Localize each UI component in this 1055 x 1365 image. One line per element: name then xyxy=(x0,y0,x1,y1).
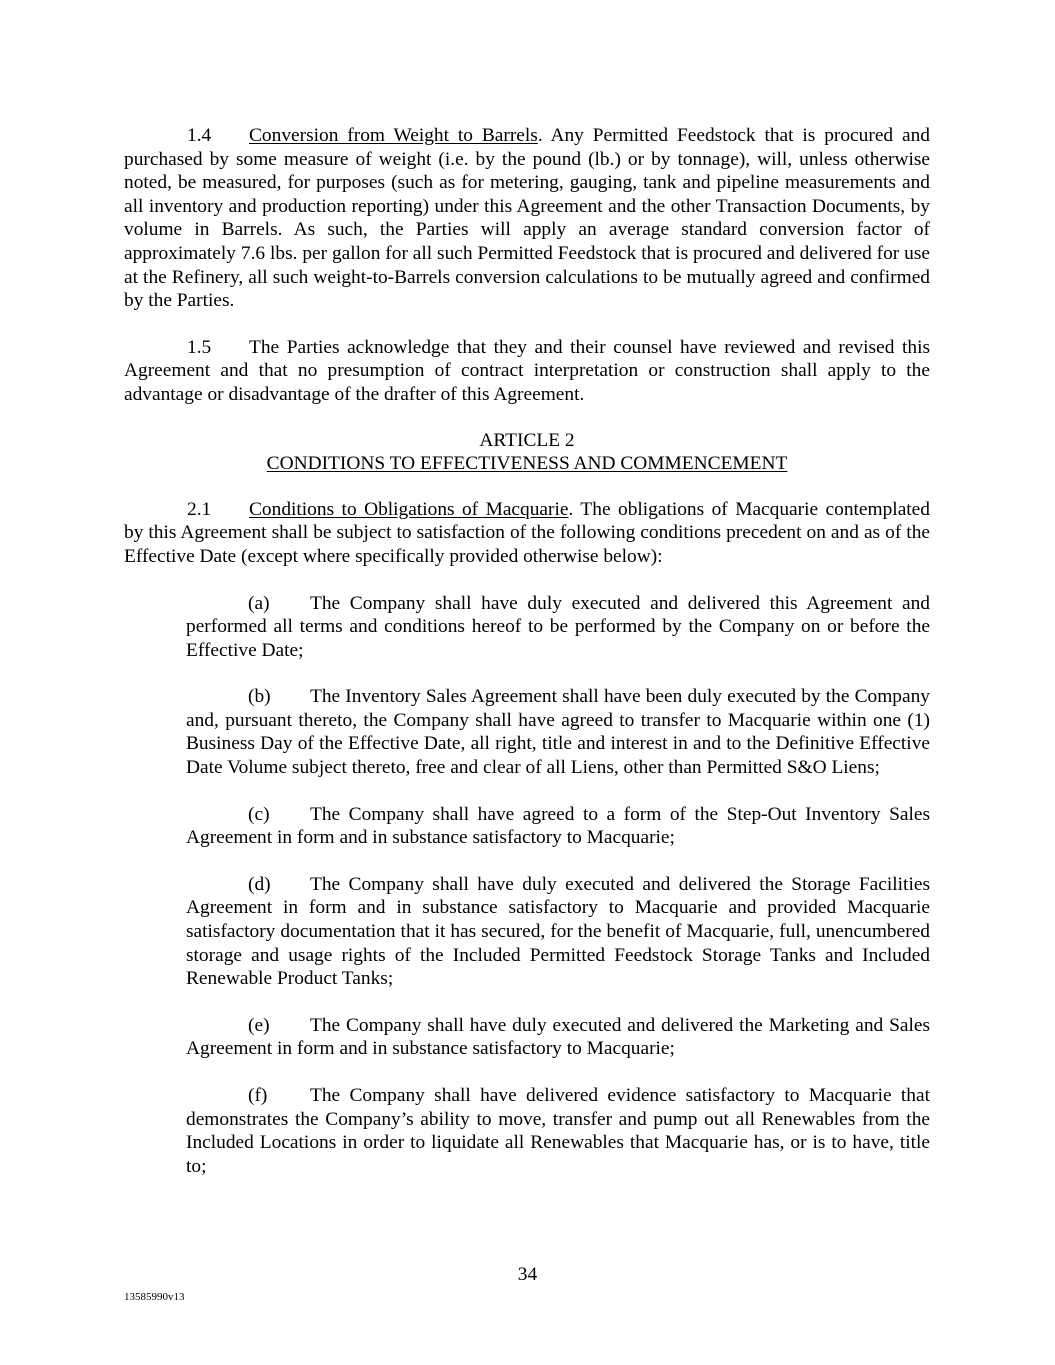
section-number: 1.5 xyxy=(187,336,212,358)
document-page xyxy=(124,124,930,1178)
item-label: (b) xyxy=(248,686,271,708)
item-label: (a) xyxy=(248,592,270,614)
section-text: The Parties acknowledge that they and their counsel have reviewed and revised this Agreement and that no presumption of contract interpretation or construction shall apply to the advantage or disadvantage of the drafter of this Agreement. xyxy=(124,336,930,405)
page-number: 34 xyxy=(517,1264,538,1285)
condition-item-b xyxy=(186,685,930,779)
section-text: . Any Permitted Feedstock that is procured and purchased by some measure of weight (i.e. by the pound (lb.) or by tonnage), will, unless otherwise noted, be measured, for purposes (such as for metering, gauging, tank and pipeline measurements and all inventory and production reporting) under this Agreement and the other Transaction Documents, by volume in Barrels. As such, the Parties will apply an average standard conversion factor of approximately 7.6 lbs. per gallon for all such Permitted Feedstock that is procured and delivered for use at the Refinery, all such weight-to-Barrels conversion calculations to be mutually agreed and confirmed by the Parties. xyxy=(124,125,930,312)
document-id: 13585990v13 xyxy=(124,1291,185,1303)
item-label: (e) xyxy=(248,1014,270,1036)
condition-item-c xyxy=(186,803,930,850)
item-label: (c) xyxy=(248,803,270,825)
condition-item-d xyxy=(186,873,930,991)
section-number: 1.4 xyxy=(187,125,212,146)
item-text: The Company shall have duly executed and delivered the Marketing and Sales Agreement in form and in substance satisfactory to Macquarie; xyxy=(186,1014,930,1060)
section-number: 2.1 xyxy=(187,498,212,520)
section-1-5 xyxy=(124,336,930,407)
item-label: (d) xyxy=(248,873,271,895)
item-text: The Company shall have duly executed and delivered this Agreement and performed all terms and conditions hereof to be performed by the Company on or before the Effective Date; xyxy=(186,592,930,661)
section-2-1 xyxy=(124,498,930,569)
section-text: . The obligations of Macquarie contemplated by this Agreement shall be subject to satisfaction of the following conditions precedent on and as of the Effective Date (except where specifically provided otherwise below): xyxy=(124,498,930,567)
condition-item-e xyxy=(186,1014,930,1061)
article-label: ARTICLE 2 xyxy=(479,429,575,451)
item-text: The Company shall have duly executed and delivered the Storage Facilities Agreement in form and in substance satisfactory to Macquarie and provided Macquarie satisfactory documentation that it has secured, for the benefit of Macquarie, full, unencumbered storage and usage rights of the Included Permitted Feedstock Storage Tanks and Included Renewable Product Tanks; xyxy=(186,873,930,990)
condition-item-a xyxy=(186,592,930,663)
section-1-4 xyxy=(124,124,930,313)
item-text: The Company shall have delivered evidence satisfactory to Macquarie that demonstrates the Company’s ability to move, transfer and pump out all Renewables from the Included Locations in order to liquidate all Renewables that Macquarie has, or is to have, title to; xyxy=(186,1085,930,1177)
article-title: CONDITIONS TO EFFECTIVENESS AND COMMENCEMENT xyxy=(266,453,788,475)
section-title: Conversion from Weight to Barrels xyxy=(249,125,538,146)
item-text: The Inventory Sales Agreement shall have been duly executed by the Company and, pursuant thereto, the Company shall have agreed to transfer to Macquarie within one (1) Business Day of the Effective Date, all right, title and interest in and to the Definitive Effective Date Volume subject thereto, free and clear of all Liens, other than Permitted S&O Liens; xyxy=(186,686,930,779)
condition-item-f xyxy=(186,1084,930,1178)
article-heading xyxy=(124,429,930,476)
item-text: The Company shall have agreed to a form of the Step-Out Inventory Sales Agreement in form and in substance satisfactory to Macquarie; xyxy=(186,803,930,849)
section-title: Conditions to Obligations of Macquarie xyxy=(249,498,569,520)
item-label: (f) xyxy=(248,1085,268,1106)
